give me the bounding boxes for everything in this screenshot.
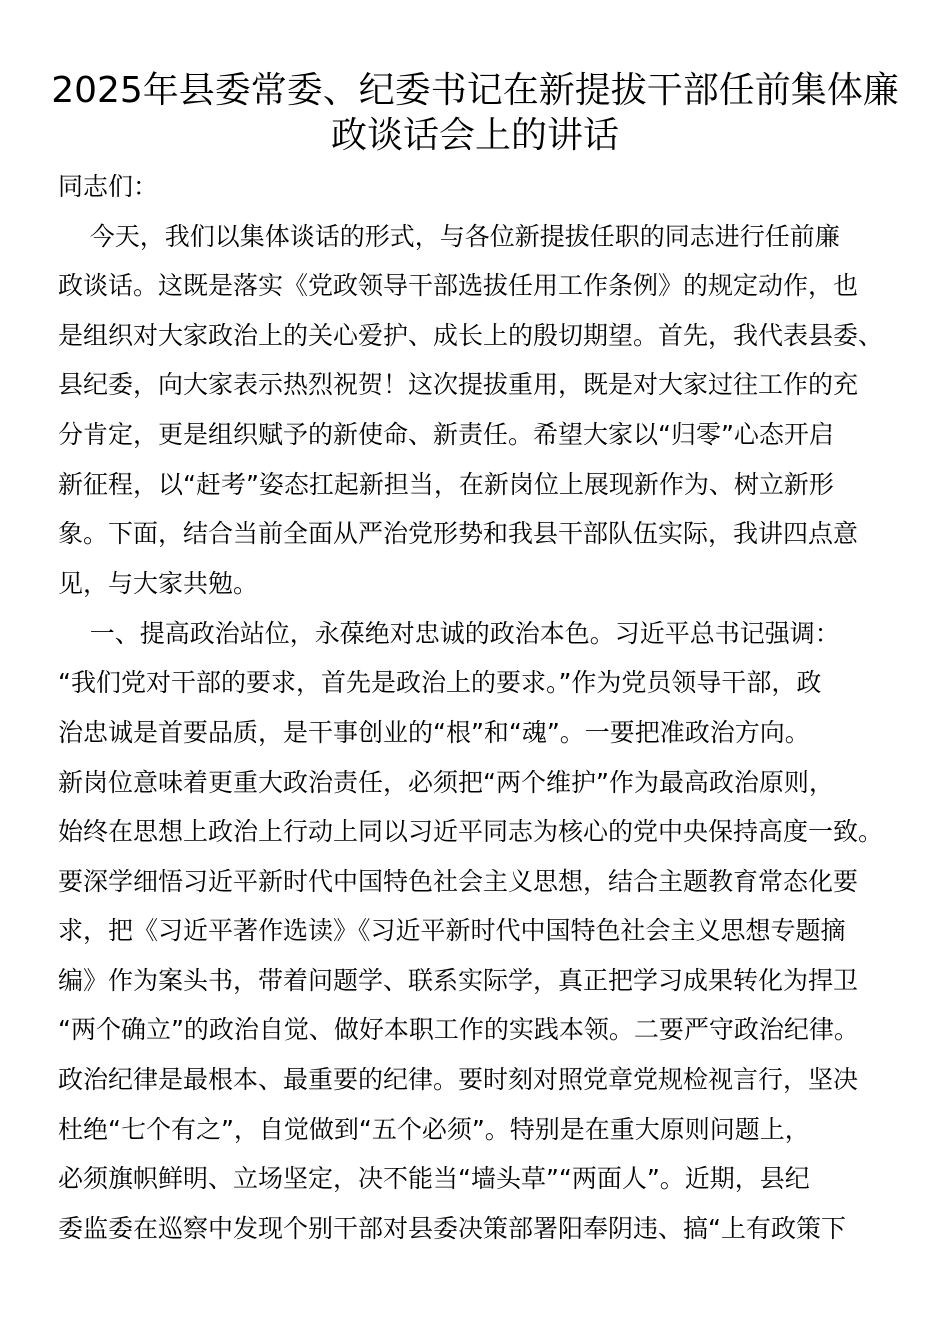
body-line: 分肯定，更是组织赋予的新使命、新责任。希望大家以“归零”心态开启 (58, 420, 834, 449)
body-line: 政治纪律是最根本、最重要的纪律。要时刻对照党章党规检视言行，坚决 (58, 1065, 859, 1094)
body-line: 治忠诚是首要品质，是干事创业的“根”和“魂”。一要把准政治方向。 (58, 718, 810, 747)
title-line-2: 政谈话会上的讲话 (330, 115, 619, 156)
body-line: “两个确立”的政治自觉、做好本职工作的实践本领。二要严守政治纪律。 (58, 1015, 859, 1044)
body-line: 象。下面，结合当前全面从严治党形势和我县干部队伍实际，我讲四点意 (58, 519, 859, 548)
body-line: 同志们： (58, 172, 159, 201)
document-title (40, 68, 910, 158)
body-line: 一、提高政治站位，永葆绝对忠诚的政治本色。习近平总书记强调： (58, 619, 840, 648)
body-line: “我们党对干部的要求，首先是政治上的要求。”作为党员领导干部，政 (58, 668, 822, 697)
body-line: 杜绝“七个有之”，自觉做到“五个必须”。特别是在重大原则问题上， (58, 1115, 810, 1144)
body-line: 见，与大家共勉。 (58, 569, 259, 598)
body-line: 委监委在巡察中发现个别干部对县委决策部署阳奉阴违、搞“上有政策下 (58, 1214, 846, 1243)
body-line: 新征程，以“赶考”姿态扛起新担当，在新岗位上展现新作为、树立新形 (58, 470, 834, 499)
title-line-1: 2025年县委常委、纪委书记在新提拔干部任前集体廉 (51, 70, 899, 111)
body-line: 求，把《习近平著作选读》《习近平新时代中国特色社会主义思想专题摘 (58, 916, 846, 945)
body-line: 新岗位意味着更重大政治责任，必须把“两个维护”作为最高政治原则， (58, 768, 834, 797)
body-line: 是组织对大家政治上的关心爱护、成长上的殷切期望。首先，我代表县委、 (58, 321, 884, 350)
body-line: 要深学细悟习近平新时代中国特色社会主义思想，结合主题教育常态化要 (58, 867, 859, 896)
body-line: 必须旗帜鲜明、立场坚定，决不能当“墙头草”“两面人”。近期，县纪 (58, 1164, 810, 1193)
body-line: 始终在思想上政治上行动上同以习近平同志为核心的党中央保持高度一致。 (58, 817, 884, 846)
body-line: 今天，我们以集体谈话的形式，与各位新提拔任职的同志进行任前廉 (58, 222, 840, 251)
body-line: 政谈话。这既是落实《党政领导干部选拔任用工作条例》的规定动作，也 (58, 271, 859, 300)
body-line: 县纪委，向大家表示热烈祝贺！这次提拔重用，既是对大家过往工作的充 (58, 370, 859, 399)
body-line: 编》作为案头书，带着问题学、联系实际学，真正把学习成果转化为捍卫 (58, 966, 859, 995)
